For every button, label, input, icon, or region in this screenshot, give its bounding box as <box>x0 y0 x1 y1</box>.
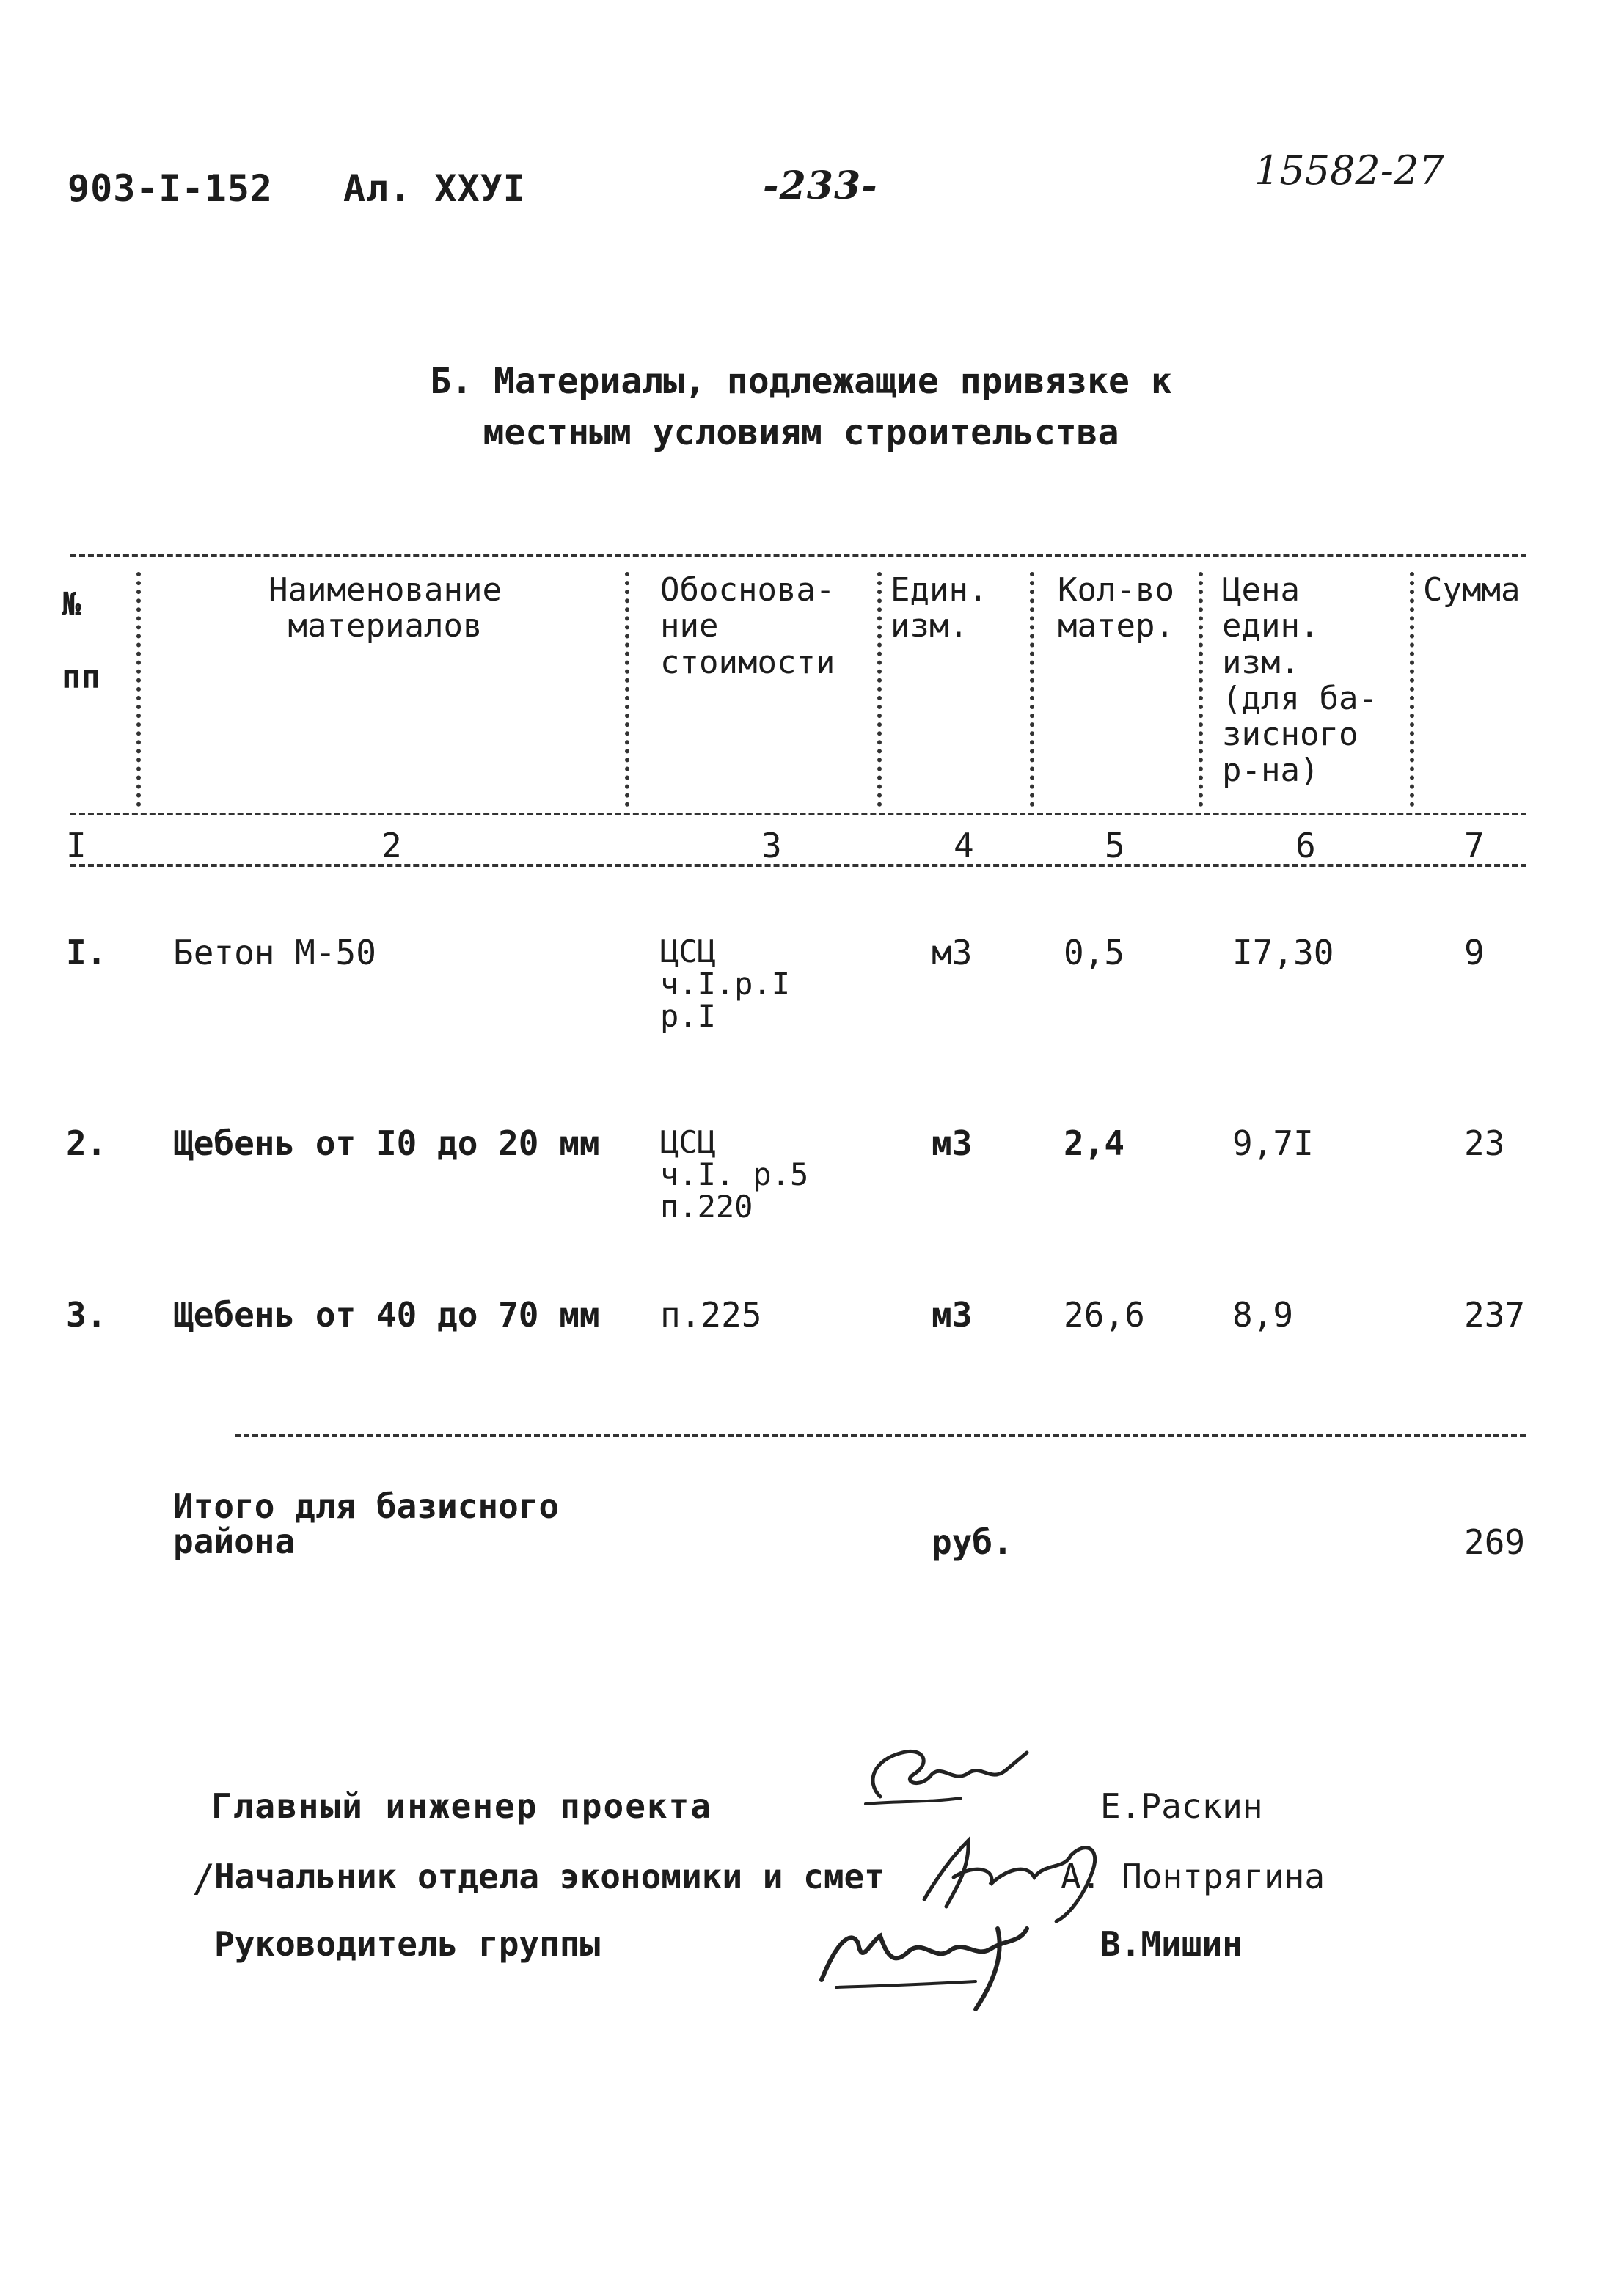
table-bottom-rule <box>235 1434 1526 1437</box>
total-label: Итого для базисного района <box>173 1486 560 1562</box>
row-1-sum: 9 <box>1464 933 1485 972</box>
row-1-name: Бетон М-50 <box>173 933 376 972</box>
col-header-basis: Обоснова- ние стоимости <box>660 571 835 681</box>
row-2-quantity: 2,4 <box>1064 1123 1125 1163</box>
row-3-name: Щебень от 40 до 70 мм <box>173 1295 600 1335</box>
row-3-price: 8,9 <box>1232 1295 1294 1335</box>
signature-name-department-head: А. Понтрягина <box>1061 1857 1325 1896</box>
column-separator <box>1030 572 1034 807</box>
row-1-quantity: 0,5 <box>1064 933 1125 972</box>
signature-name-group-leader: В.Мишин <box>1100 1924 1243 1964</box>
row-3-unit: м3 <box>932 1295 973 1335</box>
row-2-name: Щебень от I0 до 20 мм <box>173 1123 600 1163</box>
header-bottom-rule <box>70 813 1526 815</box>
col-number-1: I <box>66 826 87 865</box>
archive-number: 15582-27 <box>1254 147 1444 194</box>
col-number-4: 4 <box>954 826 974 865</box>
row-1-price: I7,30 <box>1232 933 1334 972</box>
column-separator <box>1410 572 1414 807</box>
signature-position-group-leader: Руководитель группы <box>214 1924 601 1964</box>
col-number-6: 6 <box>1295 826 1316 865</box>
row-1-number: I. <box>66 933 107 972</box>
row-3-basis: п.225 <box>660 1295 762 1335</box>
row-1-unit: м3 <box>932 933 973 972</box>
approval-slash: / <box>192 1857 216 1901</box>
col-header-quantity: Кол-во матер. <box>1058 571 1174 645</box>
row-2-sum: 23 <box>1464 1123 1505 1163</box>
row-3-quantity: 26,6 <box>1064 1295 1145 1335</box>
row-2-price: 9,7I <box>1232 1123 1314 1163</box>
column-separator <box>1199 572 1203 807</box>
column-separator <box>136 572 141 807</box>
col-number-7: 7 <box>1464 826 1485 865</box>
column-separator <box>625 572 629 807</box>
col-header-number: № пп <box>62 586 100 696</box>
row-3-number: 3. <box>66 1295 107 1335</box>
section-title-line2: местным условиям строительства <box>483 412 1119 453</box>
signature-position-chief-engineer: Главный инженер проекта <box>211 1786 712 1826</box>
group-leader-signature-image <box>807 1899 1056 2017</box>
row-3-sum: 237 <box>1464 1295 1526 1335</box>
col-header-sum: Сумма <box>1423 571 1521 609</box>
col-number-5: 5 <box>1105 826 1125 865</box>
section-title-line1: Б. Материалы, подлежащие привязке к <box>430 361 1172 402</box>
col-header-name: Наименование материалов <box>268 571 502 645</box>
row-2-number: 2. <box>66 1123 107 1163</box>
col-header-unit: Един. изм. <box>890 571 988 645</box>
row-2-unit: м3 <box>932 1123 973 1163</box>
signature-name-chief-engineer: Е.Раскин <box>1100 1786 1263 1826</box>
col-number-2: 2 <box>381 826 402 865</box>
column-numbers-rule <box>70 864 1526 867</box>
total-unit: руб. <box>932 1522 1013 1562</box>
row-2-basis: ЦСЦ ч.I. р.5 п.220 <box>660 1124 809 1225</box>
signature-position-department-head: Начальник отдела экономики и смет <box>214 1857 885 1896</box>
row-1-basis: ЦСЦ ч.I.р.I р.I <box>660 934 791 1035</box>
document-code: 903-I-152 <box>67 167 273 210</box>
total-sum: 269 <box>1464 1522 1526 1562</box>
chief-engineer-signature-image <box>851 1731 1042 1826</box>
column-separator <box>877 572 882 807</box>
album-number: Ал. XXУI <box>343 167 526 210</box>
col-number-3: 3 <box>761 826 782 865</box>
page-number: -233- <box>763 164 878 208</box>
table-top-rule <box>70 554 1526 557</box>
col-header-unit-price: Цена един. изм. (для ба- зисного р-на) <box>1222 571 1378 790</box>
